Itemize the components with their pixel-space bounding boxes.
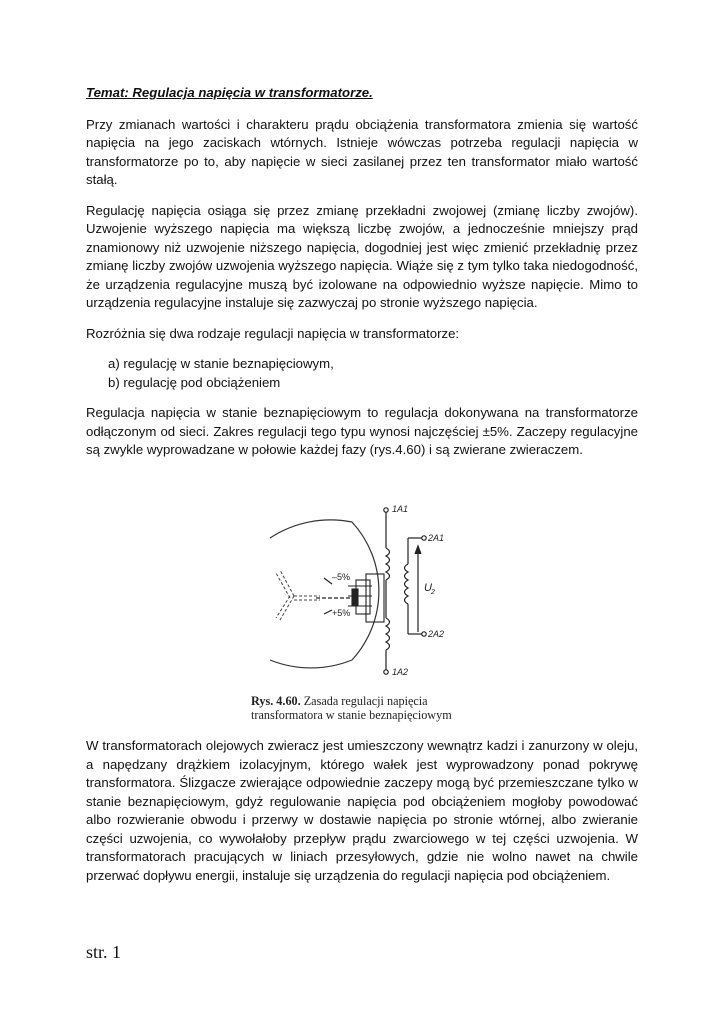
tank-arc — [270, 520, 379, 668]
paragraph-2: Regulację napięcia osiąga się przez zmianę przekładni zwojowej (zmianę liczby zwojów). Uzwojenie wyższego napięcia ma większą liczbę zwojów, a jednocześnie mniejszy prąd znamionowy niż uzwojenie niższego napięcia, dogodniej jest więc zmienić przekładnię przez zmianę liczby zwojów uzwojenia wyższego napięcia. Wiąże się z tym tylko taka niedogodność, że urządzenia regulacyjne muszą być izolowane na odpowiednio wyższe napięcie. Mimo to urządzenia regulacyjne instaluje się zazwyczaj po stronie wyższego napięcia. — [86, 202, 638, 310]
caption-label: Rys. 4.60. — [251, 694, 301, 708]
list-item: a) regulację w stanie beznapięciowym, — [108, 356, 334, 371]
figure-caption — [251, 694, 491, 722]
document-body — [86, 84, 638, 472]
paragraph-4: Regulacja napięcia w stanie beznapięciowym to regulacja dokonywana na transformatorze odłączonym od sieci. Zakres regulacji tego typu wynosi najczęściej ±5%. Zaczepy regulacyjne są zwykle wyprowadzane w połowie każdej fazy (rys.4.60) i są zwierane zwieraczem. — [86, 405, 638, 457]
label-1a2: 1A2 — [392, 667, 409, 677]
star-connection-symbol — [276, 570, 320, 620]
document-body-continued — [86, 737, 638, 897]
label-1a1: 1A1 — [392, 504, 409, 514]
paragraph-1: Przy zmianach wartości i charakteru prądu obciążenia transformatora zmienia się wartość napięcia na jego zaciskach wtórnych. Istnieje wówczas potrzeba regulacji napięcia w transformatorze po to, aby napięcie w sieci zasilanej przez ten transformator miało wartość stałą. — [86, 116, 638, 187]
primary-winding — [384, 508, 390, 674]
list-item: b) regulację pod obciążeniem — [108, 374, 281, 390]
label-2a2: 2A2 — [428, 629, 445, 639]
paragraph-5: W transformatorach olejowych zwieracz jest umieszczony wewnątrz kadzi i zanurzony w oleju, a napędzany drążkiem izolacyjnym, którego wałek jest wyprowadzony ponad pokrywę transformatora. Ślizgacze zwierające odpowiednie zaczepy mogą być przemieszczane tylko w stanie beznapięciowym, gdyż regulowanie napięcia pod obciążeniem mogłoby powodować albo rozwieranie obwodu i przerwy w dostawie napięcia po stronie wtórnej, albo zwieranie części uzwojenia, co wywołałoby przepływ prądu zwarciowego w tej części uzwojenia. W transformatorach pracujących w liniach przesyłowych, gdzie nie wolno nawet na chwile przerwać dopływu energii, instaluje się urządzenia do regulacji napięcia pod obciążeniem. — [86, 738, 638, 883]
secondary-winding — [405, 536, 427, 636]
paragraph-3: Rozróżnia się dwa rodzaje regulacji napięcia w transformatorze: — [86, 325, 460, 341]
label-plus-5: +5% — [332, 608, 351, 618]
label-minus-5: –5% — [332, 572, 351, 582]
label-2a1: 2A1 — [428, 533, 445, 543]
page-number: str. 1 — [86, 942, 122, 962]
caption-text: Zasada regulacji napięcia transformatora w stanie beznapięciowym — [251, 694, 452, 722]
transformer-tap-diagram — [252, 500, 492, 726]
page-title: Temat: Regulacja napięcia w transformatorze. — [86, 85, 373, 100]
label-u2: U — [424, 582, 432, 594]
regulation-types-list — [86, 355, 638, 392]
label-u2-sub: 2 — [431, 589, 435, 596]
